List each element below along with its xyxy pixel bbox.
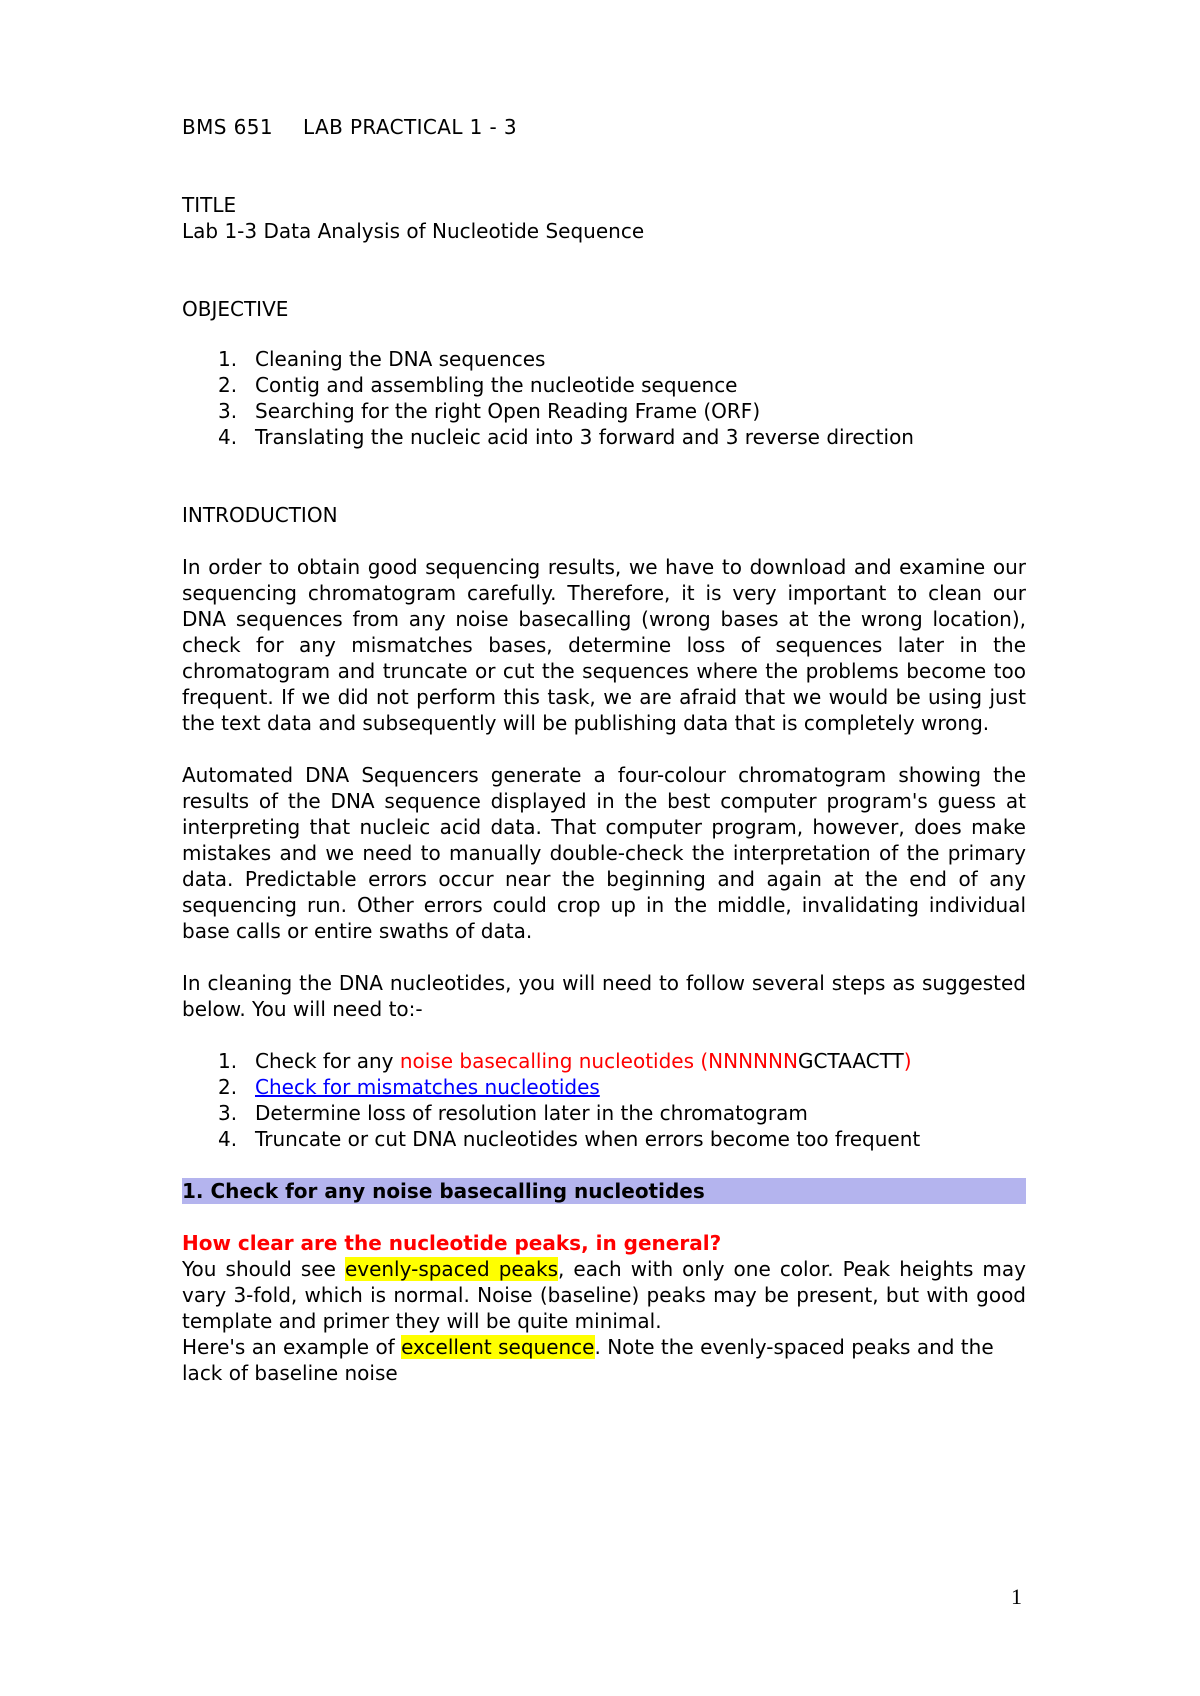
intro-paragraph: In cleaning the DNA nucleotides, you will need to follow several steps as suggested below. You will need to:- xyxy=(182,971,1026,1021)
title-label: TITLE xyxy=(182,193,237,217)
step-item: 1. Check for any noise basecalling nucleotides (NNNNNNGCTAACTT) xyxy=(218,1049,912,1073)
section-heading: 1. Check for any noise basecalling nucleotides xyxy=(182,1178,1026,1204)
document-header xyxy=(182,114,1026,140)
sequence-text: GCTAACTT xyxy=(797,1049,904,1073)
step-item: 4. Truncate or cut DNA nucleotides when errors become too frequent xyxy=(218,1127,921,1151)
intro-paragraph: Automated DNA Sequencers generate a four-colour chromatogram showing the results of the DNA sequence displayed in the best computer program's guess at interpreting that nucleic acid data. That computer program, however, does make mistakes and we need to manually double-check the interpretation of the primary data. Predictable errors occur near the beginning and again at the end of any sequencing run. Other errors could crop up in the middle, invalidating individual base calls or entire swaths of data. xyxy=(182,763,1026,943)
step-item: 2. Check for mismatches nucleotides xyxy=(218,1075,600,1099)
introduction-label: INTRODUCTION xyxy=(182,503,338,527)
objective-label: OBJECTIVE xyxy=(182,297,289,321)
section-paragraph: Here's an example of excellent sequence. Note the evenly-spaced peaks and the lack of baseline noise xyxy=(182,1335,994,1385)
objective-list xyxy=(182,346,1026,450)
title-text: Lab 1-3 Data Analysis of Nucleotide Sequence xyxy=(182,219,645,243)
mismatches-link[interactable]: Check for mismatches nucleotides xyxy=(255,1075,600,1099)
section-question: How clear are the nucleotide peaks, in general? xyxy=(182,1231,722,1255)
red-text: noise basecalling nucleotides (NNNNNN xyxy=(399,1049,798,1073)
step-item: 3. Determine loss of resolution later in the chromatogram xyxy=(218,1101,808,1125)
page-content xyxy=(182,114,1026,1386)
objective-item: 4. Translating the nucleic acid into 3 forward and 3 reverse direction xyxy=(218,425,914,449)
intro-paragraph: In order to obtain good sequencing results, we have to download and examine our sequencing chromatogram carefully. Therefore, it is very important to clean our DNA sequences from any noise basecalling (wrong bases at the wrong location), check for any mismatches bases, determine loss of sequences later in the chromatogram and truncate or cut the sequences where the problems become too frequent. If we did not perform this task, we are afraid that we would be using just the text data and subsequently will be publishing data that is completely wrong. xyxy=(182,555,1026,735)
objective-item: 3. Searching for the right Open Reading Frame (ORF) xyxy=(218,399,761,423)
course-code: BMS 651 xyxy=(182,115,274,139)
highlighted-text: evenly-spaced peaks xyxy=(344,1257,558,1281)
steps-list xyxy=(182,1048,1026,1152)
highlighted-text: excellent sequence xyxy=(401,1335,595,1359)
page-number: 1 xyxy=(1011,1584,1022,1609)
objective-item: 1. Cleaning the DNA sequences xyxy=(218,347,546,371)
section-paragraph: You should see evenly-spaced peaks, each with only one color. Peak heights may vary 3-fold, which is normal. Noise (baseline) peaks may be present, but with good template and primer they will be quite minimal. xyxy=(182,1257,1026,1333)
objective-item: 2. Contig and assembling the nucleotide sequence xyxy=(218,373,738,397)
lab-title: LAB PRACTICAL 1 - 3 xyxy=(303,115,518,139)
